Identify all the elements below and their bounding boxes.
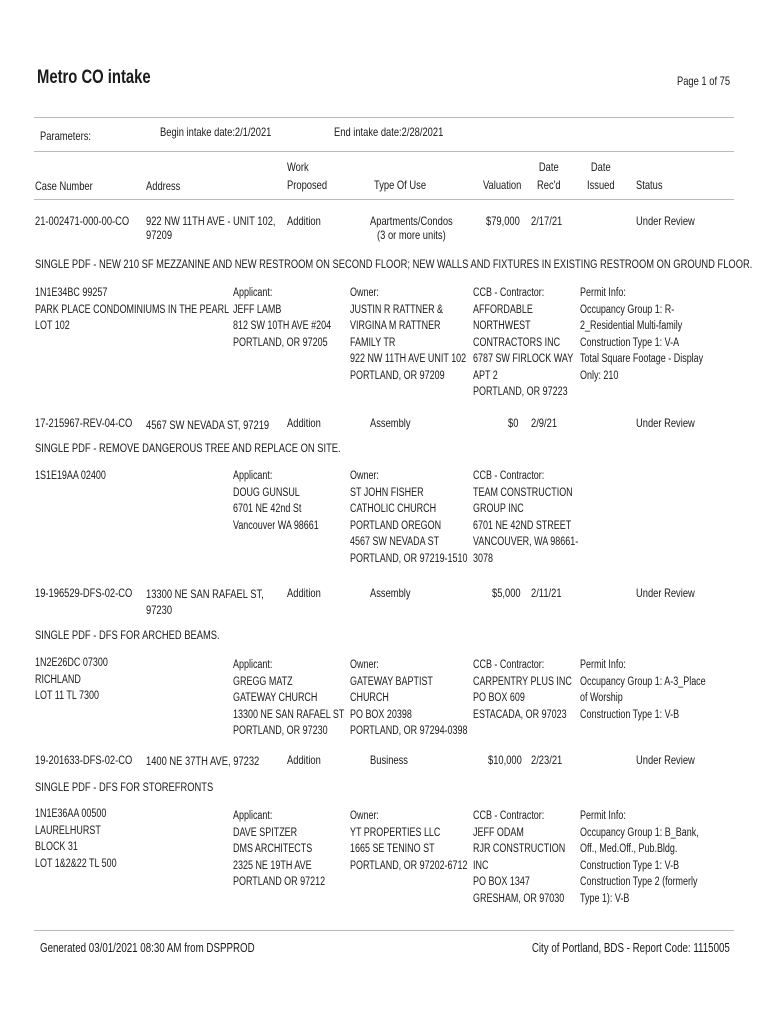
header-date-recd: Date Rec'd bbox=[537, 160, 561, 192]
case-number: 17-215967-REV-04-CO bbox=[35, 416, 133, 430]
case-number: 19-201633-DFS-02-CO bbox=[35, 753, 133, 767]
work-proposed: Addition bbox=[287, 586, 321, 600]
header-status: Status bbox=[636, 178, 663, 192]
valuation: $5,000 bbox=[492, 586, 521, 600]
end-date: End intake date:2/28/2021 bbox=[334, 125, 444, 139]
ccb-contractor: CCB - Contractor: AFFORDABLE NORTHWEST CONTRACTORS INC 6787 SW FIRLOCK WAY APT 2 PORTLAND, OR 97223 bbox=[473, 287, 574, 398]
ccb-contractor: CCB - Contractor: JEFF ODAM RJR CONSTRUCTION INC PO BOX 1347 GRESHAM, OR 97030 bbox=[473, 810, 566, 905]
type-of-use: Apartments/Condos (3 or more units) bbox=[370, 214, 453, 242]
permit-info: Permit Info: Occupancy Group 1: R- 2_Residential Multi-family Construction Type 1: V-A Total Square Footage - Display Only: 210 bbox=[580, 287, 704, 382]
generated-info: Generated 03/01/2021 08:30 AM from DSPPROD bbox=[40, 941, 255, 955]
parameters-label: Parameters: bbox=[40, 129, 91, 143]
divider bbox=[34, 930, 734, 931]
address: 1400 NE 37TH AVE, 97232 bbox=[146, 754, 260, 768]
divider bbox=[34, 151, 734, 152]
property-info: 1N2E26DC 07300 RICHLAND LOT 11 TL 7300 bbox=[35, 657, 108, 702]
report-source: City of Portland, BDS - Report Code: 1115005 bbox=[532, 941, 730, 955]
applicant: Applicant: GREGG MATZ GATEWAY CHURCH 13300 NE SAN RAFAEL ST PORTLAND, OR 97230 bbox=[233, 659, 345, 737]
valuation: $79,000 bbox=[486, 214, 520, 228]
type-of-use: Business bbox=[370, 753, 408, 767]
divider bbox=[34, 199, 734, 200]
header-case-number: Case Number bbox=[35, 179, 93, 193]
property-info: 1N1E36AA 00500 LAURELHURST BLOCK 31 LOT 1&2&22 TL 500 bbox=[35, 808, 117, 870]
case-number: 21-002471-000-00-CO bbox=[35, 214, 130, 228]
property-info: 1S1E19AA 02400 bbox=[35, 470, 106, 482]
ccb-contractor: CCB - Contractor: CARPENTRY PLUS INC PO BOX 609 ESTACADA, OR 97023 bbox=[473, 659, 572, 721]
header-date-issued: Date Issued bbox=[587, 160, 615, 192]
report-title: Metro CO intake bbox=[37, 67, 151, 88]
work-proposed: Addition bbox=[287, 416, 321, 430]
applicant: Applicant: DAVE SPITZER DMS ARCHITECTS 2325 NE 19TH AVE PORTLAND OR 97212 bbox=[233, 810, 326, 888]
header-work-proposed: Work Proposed bbox=[287, 160, 328, 192]
valuation: $10,000 bbox=[488, 753, 522, 767]
address: 4567 SW NEVADA ST, 97219 bbox=[146, 418, 270, 432]
header-valuation: Valuation bbox=[483, 178, 522, 192]
description: SINGLE PDF - NEW 210 SF MEZZANINE AND NEW RESTROOM ON SECOND FLOOR; NEW WALLS AND FIXTURES IN EXISTING RESTROOM ON GROUND FLOOR. bbox=[35, 257, 753, 271]
description: SINGLE PDF - REMOVE DANGEROUS TREE AND REPLACE ON SITE. bbox=[35, 441, 341, 455]
page-number: Page 1 of 75 bbox=[676, 74, 730, 88]
status: Under Review bbox=[636, 586, 695, 600]
type-of-use: Assembly bbox=[370, 416, 411, 430]
ccb-contractor: CCB - Contractor: TEAM CONSTRUCTION GROUP INC 6701 NE 42ND STREET VANCOUVER, WA 98661- 3078 bbox=[473, 470, 579, 565]
address: 13300 NE SAN RAFAEL ST, 97230 bbox=[146, 587, 264, 617]
permit-info: Permit Info: Occupancy Group 1: A-3_Place of Worship Construction Type 1: V-B bbox=[580, 659, 706, 721]
work-proposed: Addition bbox=[287, 214, 321, 228]
work-proposed: Addition bbox=[287, 753, 321, 767]
permit-info: Permit Info: Occupancy Group 1: B_Bank, Off., Med.Off., Pub.Bldg. Construction Type 1: V-B Construction Type 2 (formerly Type 1): V-B bbox=[580, 810, 699, 905]
status: Under Review bbox=[636, 214, 695, 228]
date-recd: 2/17/21 bbox=[531, 214, 563, 228]
date-recd: 2/11/21 bbox=[531, 586, 562, 600]
header-address: Address bbox=[146, 179, 181, 193]
divider bbox=[34, 117, 734, 118]
status: Under Review bbox=[636, 416, 695, 430]
type-of-use: Assembly bbox=[370, 586, 411, 600]
property-info: 1N1E34BC 99257 PARK PLACE CONDOMINIUMS IN THE PEARL LOT 102 bbox=[35, 287, 230, 332]
status: Under Review bbox=[636, 753, 695, 767]
valuation: $0 bbox=[508, 416, 519, 430]
date-recd: 2/23/21 bbox=[531, 753, 563, 767]
case-number: 19-196529-DFS-02-CO bbox=[35, 586, 133, 600]
address: 922 NW 11TH AVE - UNIT 102, 97209 bbox=[146, 214, 276, 242]
owner: Owner: JUSTIN R RATTNER & VIRGINA M RATTNER FAMILY TR 922 NW 11TH AVE UNIT 102 PORTLAND, OR 97209 bbox=[350, 287, 467, 382]
owner: Owner: YT PROPERTIES LLC 1665 SE TENINO ST PORTLAND, OR 97202-6712 bbox=[350, 810, 468, 872]
applicant: Applicant: JEFF LAMB 812 SW 10TH AVE #204 PORTLAND, OR 97205 bbox=[233, 287, 332, 349]
begin-date: Begin intake date:2/1/2021 bbox=[160, 125, 272, 139]
date-recd: 2/9/21 bbox=[531, 416, 558, 430]
owner: Owner: GATEWAY BAPTIST CHURCH PO BOX 20398 PORTLAND, OR 97294-0398 bbox=[350, 659, 468, 737]
header-type-of-use: Type Of Use bbox=[374, 178, 427, 192]
description: SINGLE PDF - DFS FOR STOREFRONTS bbox=[35, 780, 214, 794]
owner: Owner: ST JOHN FISHER CATHOLIC CHURCH PORTLAND OREGON 4567 SW NEVADA ST PORTLAND, OR 97219-1510 bbox=[350, 470, 468, 565]
description: SINGLE PDF - DFS FOR ARCHED BEAMS. bbox=[35, 628, 220, 642]
applicant: Applicant: DOUG GUNSUL 6701 NE 42nd St Vancouver WA 98661 bbox=[233, 470, 319, 532]
